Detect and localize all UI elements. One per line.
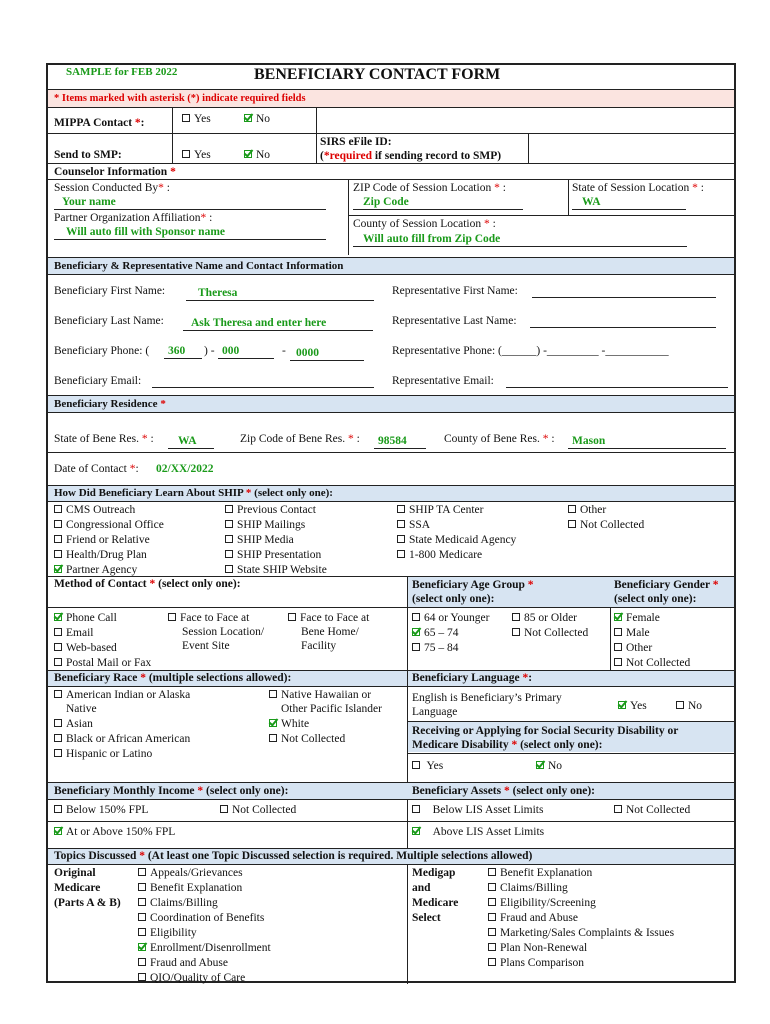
email-label: Beneficiary Email:: [54, 375, 142, 387]
zip-label: ZIP Code of Session Location * :: [353, 182, 506, 194]
form-title: BENEFICIARY CONTACT FORM: [254, 66, 501, 83]
topic-orig-benefit-explanation[interactable]: Benefit Explanation: [138, 881, 242, 895]
method-header: Method of Contact * (select only one):: [54, 578, 241, 590]
phone-label: Beneficiary Phone: (: [54, 345, 150, 357]
race-native: Native: [66, 703, 97, 715]
mippa-row: [48, 107, 734, 133]
checkbox-icon: [54, 505, 62, 513]
bene-county-label: County of Bene Res. * :: [444, 433, 555, 445]
assets-above[interactable]: Above LIS Asset Limits: [412, 825, 544, 839]
assets-header: Beneficiary Assets * (select only one):: [412, 785, 596, 797]
disability-yes[interactable]: Yes: [412, 759, 443, 773]
learn-partner-agency[interactable]: Partner Agency: [54, 563, 137, 577]
email-input[interactable]: [152, 374, 374, 388]
learn-other[interactable]: Other: [568, 503, 606, 517]
checkbox-icon: [54, 658, 62, 666]
checkbox-icon: [54, 628, 62, 636]
topic-orig-appeals-grievances[interactable]: Appeals/Grievances: [138, 866, 243, 880]
sirs-note: (*required if sending record to SMP): [320, 150, 502, 162]
checkbox-icon: [138, 973, 146, 981]
checkbox-icon: [225, 520, 233, 528]
beneficiary-contact-form: [46, 63, 736, 983]
bene-state-label: State of Bene Res. * :: [54, 433, 154, 445]
age-65-74[interactable]: 65 – 74: [412, 626, 459, 640]
topic-medigap-claims-billing[interactable]: Claims/Billing: [488, 881, 568, 895]
phone-prefix[interactable]: 000: [218, 344, 274, 359]
age-not-collected[interactable]: Not Collected: [512, 626, 588, 640]
checkbox-icon: [138, 883, 146, 891]
topic-medigap-plan-non-renewal[interactable]: Plan Non-Renewal: [488, 941, 587, 955]
smp-row: [48, 133, 734, 163]
method-postal-mail-or-fax[interactable]: Postal Mail or Fax: [54, 656, 151, 670]
income-header: Beneficiary Monthly Income * (select only one):: [54, 785, 289, 797]
phone-area[interactable]: 360: [164, 344, 202, 359]
checkbox-icon: [269, 690, 277, 698]
learn-not-collected[interactable]: Not Collected: [568, 518, 644, 532]
race-white[interactable]: White: [269, 717, 309, 731]
checkbox-icon: [614, 628, 622, 636]
learn-header: How Did Beneficiary Learn About SHIP * (select only one):: [54, 487, 333, 499]
race-not-collected[interactable]: Not Collected: [269, 732, 345, 746]
checkbox-icon: [512, 613, 520, 621]
partner-label: Partner Organization Affiliation* :: [54, 212, 213, 224]
contact-section: Beneficiary & Representative Name and Contact Information Beneficiary First Name: Theresa Beneficiary Last Name: Ask Theresa and enter here Beneficiary Phone: ( 360 ) - 000 - 0000 Beneficiary Email: Representative First Name: Representative Last Name: Representative Phone: (______) -_________ -___________ Representative Email:: [48, 257, 734, 395]
checkbox-icon: [225, 565, 233, 573]
last-name-label: Beneficiary Last Name:: [54, 315, 164, 327]
contact-header: Beneficiary & Representative Name and Contact Information: [54, 260, 344, 272]
rep-first-label: Representative First Name:: [392, 285, 518, 297]
checkbox-icon: [138, 868, 146, 876]
checkbox-icon: [54, 690, 62, 698]
topic-orig-eligibility[interactable]: Eligibility: [138, 926, 197, 940]
county-label: County of Session Location * :: [353, 218, 496, 230]
checkbox-icon: [397, 520, 405, 528]
learn-1-800-medicare[interactable]: 1-800 Medicare: [397, 548, 482, 562]
partner-value[interactable]: Will auto fill with Sponsor name: [54, 225, 326, 240]
checkbox-icon: [225, 535, 233, 543]
learn-ship-presentation[interactable]: SHIP Presentation: [225, 548, 321, 562]
topics-header: Topics Discussed * (At least one Topic Discussed selection is required. Multiple selections allowed): [54, 850, 533, 862]
method-email[interactable]: Email: [54, 626, 93, 640]
income-below[interactable]: Below 150% FPL: [54, 803, 148, 817]
checkbox-icon: [54, 565, 62, 573]
sirs-label: SIRS eFile ID:: [320, 136, 392, 148]
checkbox-icon: [269, 734, 277, 742]
learn-state-ship-website[interactable]: State SHIP Website: [225, 563, 327, 577]
age-64-or-younger[interactable]: 64 or Younger: [412, 611, 490, 625]
gender-header: Beneficiary Gender *: [614, 579, 719, 591]
age-85-or-older[interactable]: 85 or Older: [512, 611, 577, 625]
mippa-no[interactable]: No: [244, 112, 270, 126]
first-name-value[interactable]: Theresa: [186, 286, 374, 301]
rep-phone-label: Representative Phone: (______) -_________ -___________: [392, 345, 669, 357]
topic-orig-claims-billing[interactable]: Claims/Billing: [138, 896, 218, 910]
race-header: Beneficiary Race * (multiple selections allowed):: [54, 672, 292, 684]
checkbox-icon: [488, 883, 496, 891]
rep-last-input[interactable]: [530, 314, 716, 328]
income-section: [48, 782, 734, 848]
checkbox-icon: [397, 505, 405, 513]
gender-male[interactable]: Male: [614, 626, 650, 640]
age-75-84[interactable]: 75 – 84: [412, 641, 459, 655]
race-other-pacific-islander: Other Pacific Islander: [281, 703, 382, 715]
language-header: Beneficiary Language *:: [412, 672, 533, 684]
rep-email-input[interactable]: [506, 374, 728, 388]
checkbox-icon: [54, 734, 62, 742]
checkbox-icon: [614, 658, 622, 666]
gender-other[interactable]: Other: [614, 641, 652, 655]
race-asian[interactable]: Asian: [54, 717, 93, 731]
rep-last-label: Representative Last Name:: [392, 315, 517, 327]
checkbox-icon: [568, 520, 576, 528]
rep-first-input[interactable]: [532, 284, 716, 298]
sample-label: SAMPLE for FEB 2022: [66, 66, 178, 78]
gender-female[interactable]: Female: [614, 611, 660, 625]
checkbox-icon: [488, 958, 496, 966]
learn-friend-or-relative[interactable]: Friend or Relative: [54, 533, 150, 547]
topic-orig-coordination-of-benefits[interactable]: Coordination of Benefits: [138, 911, 264, 925]
bene-zip-label: Zip Code of Bene Res. * :: [240, 433, 360, 445]
method-phone-call[interactable]: Phone Call: [54, 611, 117, 625]
checkbox-icon: [225, 550, 233, 558]
residence-section: [48, 395, 734, 485]
age-header: Beneficiary Age Group *: [412, 579, 534, 591]
date-label: Date of Contact *:: [54, 463, 139, 475]
checkbox-icon: [614, 643, 622, 651]
checkbox-icon: [138, 928, 146, 936]
disability-no[interactable]: No: [536, 759, 562, 773]
learn-ship-media[interactable]: SHIP Media: [225, 533, 294, 547]
method-face-home[interactable]: Face to Face at: [288, 611, 369, 625]
rep-email-label: Representative Email:: [392, 375, 494, 387]
learn-state-medicaid-agency[interactable]: State Medicaid Agency: [397, 533, 516, 547]
state-label: State of Session Location * :: [572, 182, 704, 194]
checkbox-icon: [54, 719, 62, 727]
bene-state-value[interactable]: WA: [168, 434, 214, 449]
checkbox-icon: [138, 943, 146, 951]
date-value[interactable]: 02/XX/2022: [156, 463, 214, 475]
topic-medigap-marketing-sales-complaints-issues[interactable]: Marketing/Sales Complaints & Issues: [488, 926, 674, 940]
checkbox-icon: [54, 550, 62, 558]
first-name-label: Beneficiary First Name:: [54, 285, 166, 297]
zip-value[interactable]: Zip Code: [353, 195, 523, 210]
checkbox-icon: [488, 898, 496, 906]
checkbox-icon: [225, 505, 233, 513]
learn-ssa[interactable]: SSA: [397, 518, 430, 532]
learn-ship-ta-center[interactable]: SHIP TA Center: [397, 503, 483, 517]
session-value[interactable]: Your name: [54, 195, 326, 210]
learn-ship-mailings[interactable]: SHIP Mailings: [225, 518, 305, 532]
topic-orig-enrollment-disenrollment[interactable]: Enrollment/Disenrollment: [138, 941, 271, 955]
learn-congressional-office[interactable]: Congressional Office: [54, 518, 164, 532]
method-section: Method of Contact * (select only one): Beneficiary Age Group * (select only one): Beneficiary Gender * (select only one): Phone Call Email Web-based Postal Mail or Fax Face to Face at Session Location/ Event Site Face to Face at Bene Home/ Facility 64 or Younger 65 – 74 75 – 84 85 or Older Not Collected Female Male Other Not Collected: [48, 576, 734, 670]
topic-orig-fraud-and-abuse[interactable]: Fraud and Abuse: [138, 956, 228, 970]
topic-medigap-eligibility-screening[interactable]: Eligibility/Screening: [488, 896, 596, 910]
learn-cms-outreach[interactable]: CMS Outreach: [54, 503, 135, 517]
learn-section: [48, 485, 734, 576]
smp-label: Send to SMP:: [54, 149, 122, 161]
income-not-collected[interactable]: Not Collected: [220, 803, 296, 817]
checkbox-icon: [397, 550, 405, 558]
mippa-label: MIPPA Contact *:: [54, 117, 145, 129]
checkbox-icon: [54, 643, 62, 651]
gender-not-collected[interactable]: Not Collected: [614, 656, 690, 670]
assets-not-collected[interactable]: Not Collected: [614, 803, 690, 817]
checkbox-icon: [488, 928, 496, 936]
topic-medigap-fraud-and-abuse[interactable]: Fraud and Abuse: [488, 911, 578, 925]
bene-zip-value[interactable]: 98584: [374, 434, 426, 449]
checkbox-icon: [614, 613, 622, 621]
required-note-row: [48, 89, 734, 107]
residence-header: Beneficiary Residence *: [54, 398, 166, 410]
required-note: * Items marked with asterisk (*) indicate required fields: [54, 93, 306, 104]
topic-medigap-benefit-explanation[interactable]: Benefit Explanation: [488, 866, 592, 880]
race-american-indian-or-alaska[interactable]: American Indian or Alaska: [54, 688, 190, 702]
counselor-header: Counselor Information *: [54, 166, 176, 178]
checkbox-icon: [54, 613, 62, 621]
checkbox-icon: [412, 628, 420, 636]
learn-previous-contact[interactable]: Previous Contact: [225, 503, 316, 517]
checkbox-icon: [138, 898, 146, 906]
session-label: Session Conducted By* :: [54, 182, 170, 194]
counselor-section: [48, 163, 734, 261]
checkbox-icon: [512, 628, 520, 636]
language-yes[interactable]: Yes: [618, 699, 647, 713]
checkbox-icon: [412, 643, 420, 651]
last-name-value[interactable]: Ask Theresa and enter here: [183, 316, 373, 331]
assets-below[interactable]: Below LIS Asset Limits: [412, 803, 543, 817]
checkbox-icon: [397, 535, 405, 543]
state-value[interactable]: WA: [572, 195, 686, 210]
method-face-session[interactable]: Face to Face at: [168, 611, 249, 625]
topic-medigap-plans-comparison[interactable]: Plans Comparison: [488, 956, 584, 970]
checkbox-icon: [488, 913, 496, 921]
county-value[interactable]: Will auto fill from Zip Code: [353, 232, 687, 247]
race-native-hawaiian-or[interactable]: Native Hawaiian or: [269, 688, 371, 702]
checkbox-icon: [54, 520, 62, 528]
income-above[interactable]: At or Above 150% FPL: [54, 825, 175, 839]
mippa-yes[interactable]: Yes: [182, 112, 211, 126]
race-hispanic-or-latino[interactable]: Hispanic or Latino: [54, 747, 152, 761]
checkbox-icon: [488, 868, 496, 876]
checkbox-icon: [138, 913, 146, 921]
method-web-based[interactable]: Web-based: [54, 641, 117, 655]
race-black-or-african-american[interactable]: Black or African American: [54, 732, 190, 746]
topic-orig-qio-quality-of-care[interactable]: QIO/Quality of Care: [138, 971, 245, 985]
smp-no[interactable]: No: [244, 148, 270, 162]
checkbox-icon: [138, 958, 146, 966]
learn-health-drug-plan[interactable]: Health/Drug Plan: [54, 548, 147, 562]
language-no[interactable]: No: [676, 699, 702, 713]
checkbox-icon: [568, 505, 576, 513]
race-section: Beneficiary Race * (multiple selections allowed): Beneficiary Language *: American Indian or Alaska Native Asian Black or African American Hispanic or Latino Native Hawaiian or Other Pacific Islander White Not Collected English is Beneficiary’s Primary Language Yes No Receiving or Applying for Social Security Disability or Medicare Disability * (select only one): Yes No: [48, 670, 734, 782]
disability-header: Receiving or Applying for Social Security Disability or: [412, 725, 679, 737]
phone-line[interactable]: 0000: [290, 346, 364, 361]
bene-county-value[interactable]: Mason: [568, 434, 726, 449]
checkbox-icon: [412, 613, 420, 621]
smp-yes[interactable]: Yes: [182, 148, 211, 162]
checkbox-icon: [269, 719, 277, 727]
checkbox-icon: [54, 749, 62, 757]
checkbox-icon: [54, 535, 62, 543]
topics-section: Topics Discussed * (At least one Topic Discussed selection is required. Multiple selections allowed) Original Medicare (Parts A & B) Appeals/Grievances Benefit Explanation Claims/Billing Coordination of Benefits Eligibility Enrollment/Disenrollment Fraud and Abuse QIO/Quality of Care Medigap and Medicare Select Benefit Explanation Claims/Billing Eligibility/Screening Fraud and Abuse Marketing/Sales Complaints & Issues Plan Non-Renewal Plans Comparison: [48, 848, 734, 983]
checkbox-icon: [488, 943, 496, 951]
